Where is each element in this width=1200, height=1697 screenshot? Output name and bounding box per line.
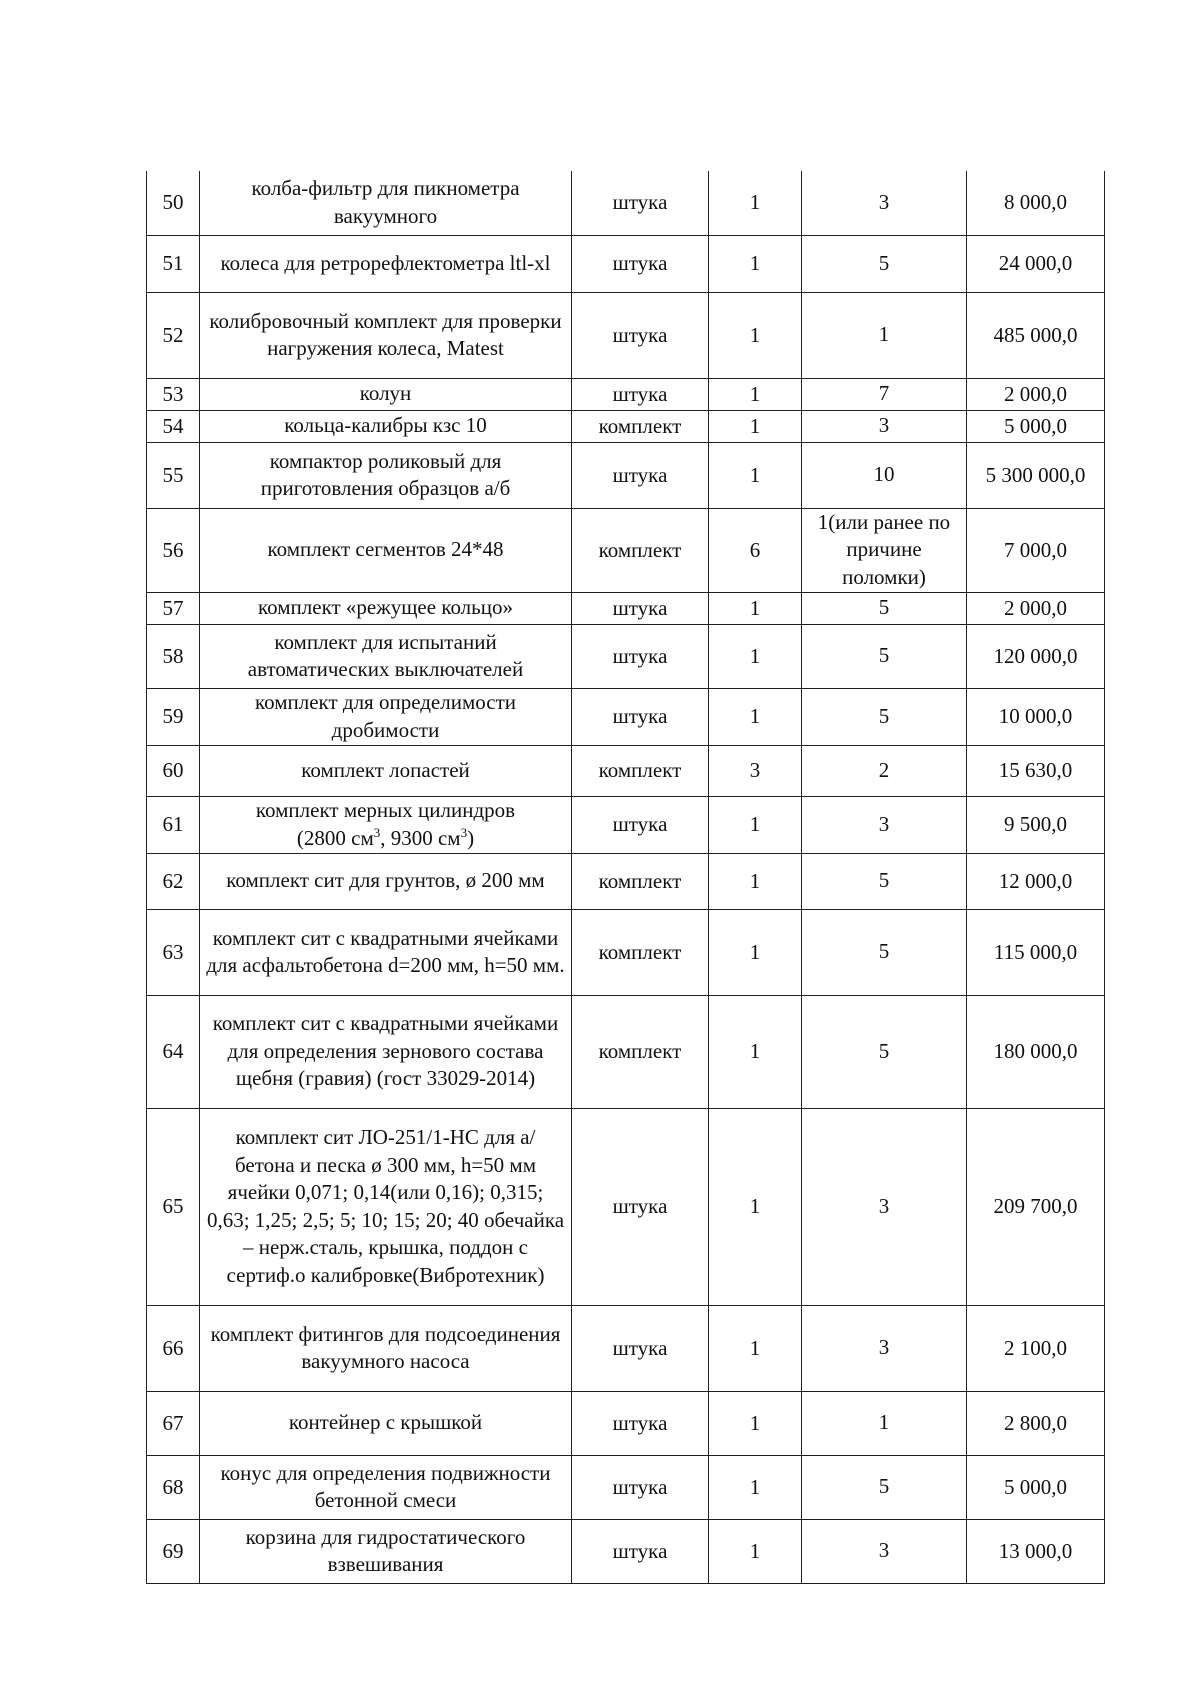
item-quantity: 1 [709, 410, 802, 442]
superscript: 3 [460, 824, 468, 840]
item-unit: штука [572, 171, 709, 235]
item-service-life: 5 [802, 995, 967, 1108]
row-number: 50 [147, 171, 200, 235]
item-quantity: 6 [709, 508, 802, 592]
item-quantity: 1 [709, 235, 802, 292]
item-quantity: 1 [709, 378, 802, 410]
row-number: 64 [147, 995, 200, 1108]
item-service-life: 5 [802, 235, 967, 292]
item-price: 2 000,0 [967, 378, 1105, 410]
table-row [147, 745, 1105, 796]
table-row [147, 1455, 1105, 1519]
item-price: 15 630,0 [967, 745, 1105, 796]
item-service-life: 5 [802, 1455, 967, 1519]
item-service-life: 7 [802, 378, 967, 410]
item-name: комплект сит с квадратными ячейками для определения зернового состава щебня (гравия) (гост 33029-2014) [200, 995, 572, 1108]
item-name: комплект «режущее кольцо» [200, 592, 572, 624]
item-quantity: 1 [709, 292, 802, 378]
item-name [200, 796, 572, 853]
item-service-life: 3 [802, 410, 967, 442]
item-quantity: 1 [709, 592, 802, 624]
item-price: 7 000,0 [967, 508, 1105, 592]
table-row [147, 1519, 1105, 1583]
item-name: кольца-калибры кзс 10 [200, 410, 572, 442]
item-price: 9 500,0 [967, 796, 1105, 853]
item-service-life: 3 [802, 796, 967, 853]
table-row [147, 378, 1105, 410]
row-number: 66 [147, 1305, 200, 1391]
item-quantity: 1 [709, 995, 802, 1108]
row-number: 61 [147, 796, 200, 853]
item-price: 5 000,0 [967, 1455, 1105, 1519]
superscript: 3 [373, 824, 381, 840]
row-number: 68 [147, 1455, 200, 1519]
table-row [147, 796, 1105, 853]
item-price: 24 000,0 [967, 235, 1105, 292]
item-service-life: 3 [802, 1108, 967, 1305]
item-name: комплект для определимости дробимости [200, 688, 572, 745]
item-unit: штука [572, 378, 709, 410]
table-row [147, 1108, 1105, 1305]
table-row [147, 624, 1105, 688]
item-unit: комплект [572, 745, 709, 796]
item-quantity: 1 [709, 171, 802, 235]
item-service-life: 1 [802, 292, 967, 378]
item-service-life: 2 [802, 745, 967, 796]
item-name: комплект сит ЛО-251/1-НС для а/бетона и песка ø 300 мм, h=50 мм ячейки 0,071; 0,14(или 0,16); 0,315; 0,63; 1,25; 2,5; 5; 10; 15; 20; 40 обечайка – нерж.сталь, крышка, поддон с сертиф.о калибровке(Вибротехник) [200, 1108, 572, 1305]
item-quantity: 1 [709, 1519, 802, 1583]
table-row [147, 688, 1105, 745]
item-name-line1: комплект мерных цилиндров [255, 798, 516, 822]
item-unit: штука [572, 1108, 709, 1305]
item-unit: штука [572, 624, 709, 688]
item-unit: комплект [572, 995, 709, 1108]
item-price: 13 000,0 [967, 1519, 1105, 1583]
item-price: 8 000,0 [967, 171, 1105, 235]
item-unit: штука [572, 1455, 709, 1519]
item-price: 2 100,0 [967, 1305, 1105, 1391]
item-service-life: 5 [802, 909, 967, 995]
item-service-life: 5 [802, 624, 967, 688]
item-price: 485 000,0 [967, 292, 1105, 378]
row-number: 69 [147, 1519, 200, 1583]
table-row [147, 909, 1105, 995]
item-name-part: , 9300 см [380, 825, 461, 850]
item-price: 10 000,0 [967, 688, 1105, 745]
row-number: 53 [147, 378, 200, 410]
item-name: компактор роликовый для приготовления образцов а/б [200, 442, 572, 508]
item-quantity: 1 [709, 442, 802, 508]
item-quantity: 1 [709, 1108, 802, 1305]
item-price: 2 000,0 [967, 592, 1105, 624]
item-unit: комплект [572, 909, 709, 995]
item-name: конус для определения подвижности бетонной смеси [200, 1455, 572, 1519]
row-number: 63 [147, 909, 200, 995]
table-row [147, 235, 1105, 292]
row-number: 56 [147, 508, 200, 592]
equipment-table [146, 171, 1105, 1584]
item-name: колун [200, 378, 572, 410]
item-name: контейнер с крышкой [200, 1391, 572, 1455]
table-row [147, 292, 1105, 378]
row-number: 51 [147, 235, 200, 292]
row-number: 65 [147, 1108, 200, 1305]
item-quantity: 3 [709, 745, 802, 796]
item-name: комплект сит с квадратными ячейками для асфальтобетона d=200 мм, h=50 мм. [200, 909, 572, 995]
table-row [147, 508, 1105, 592]
item-quantity: 1 [709, 624, 802, 688]
row-number: 59 [147, 688, 200, 745]
item-service-life: 3 [802, 1305, 967, 1391]
item-quantity: 1 [709, 688, 802, 745]
item-service-life: 3 [802, 171, 967, 235]
item-unit: штука [572, 592, 709, 624]
item-unit: штука [572, 292, 709, 378]
item-price: 115 000,0 [967, 909, 1105, 995]
item-price: 209 700,0 [967, 1108, 1105, 1305]
item-name: колибровочный комплект для проверки нагружения колеса, Matest [200, 292, 572, 378]
table-row [147, 853, 1105, 909]
item-name: комплект сегментов 24*48 [200, 508, 572, 592]
item-name: комплект сит для грунтов, ø 200 мм [200, 853, 572, 909]
item-quantity: 1 [709, 1455, 802, 1519]
item-unit: штука [572, 1519, 709, 1583]
table-row [147, 592, 1105, 624]
item-service-life: 1(или ранее по причине поломки) [802, 508, 967, 592]
item-service-life: 5 [802, 688, 967, 745]
item-unit: штука [572, 688, 709, 745]
item-quantity: 1 [709, 853, 802, 909]
item-unit: штука [572, 235, 709, 292]
table-row [147, 171, 1105, 235]
item-price: 5 000,0 [967, 410, 1105, 442]
item-unit: штука [572, 1391, 709, 1455]
item-service-life: 3 [802, 1519, 967, 1583]
item-quantity: 1 [709, 796, 802, 853]
item-name: комплект лопастей [200, 745, 572, 796]
table-row [147, 410, 1105, 442]
row-number: 54 [147, 410, 200, 442]
item-price: 5 300 000,0 [967, 442, 1105, 508]
table-row [147, 995, 1105, 1108]
item-quantity: 1 [709, 909, 802, 995]
item-unit: штука [572, 442, 709, 508]
row-number: 57 [147, 592, 200, 624]
item-unit: комплект [572, 508, 709, 592]
item-unit: комплект [572, 853, 709, 909]
row-number: 67 [147, 1391, 200, 1455]
item-service-life: 5 [802, 592, 967, 624]
item-price: 2 800,0 [967, 1391, 1105, 1455]
row-number: 62 [147, 853, 200, 909]
item-name: комплект фитингов для подсоединения вакуумного насоса [200, 1305, 572, 1391]
item-name: колба-фильтр для пикнометра вакуумного [200, 171, 572, 235]
item-name-part: (2800 см [296, 825, 374, 850]
item-service-life: 5 [802, 853, 967, 909]
row-number: 55 [147, 442, 200, 508]
row-number: 60 [147, 745, 200, 796]
item-price: 12 000,0 [967, 853, 1105, 909]
item-unit: штука [572, 796, 709, 853]
item-price: 180 000,0 [967, 995, 1105, 1108]
item-service-life: 1 [802, 1391, 967, 1455]
item-quantity: 1 [709, 1305, 802, 1391]
item-name: колеса для ретрорефлектометра ltl-xl [200, 235, 572, 292]
table-row [147, 1305, 1105, 1391]
item-unit: комплект [572, 410, 709, 442]
item-name: корзина для гидростатического взвешивания [200, 1519, 572, 1583]
item-price: 120 000,0 [967, 624, 1105, 688]
item-quantity: 1 [709, 1391, 802, 1455]
row-number: 52 [147, 292, 200, 378]
table-row [147, 1391, 1105, 1455]
item-unit: штука [572, 1305, 709, 1391]
table-row [147, 442, 1105, 508]
item-service-life: 10 [802, 442, 967, 508]
item-name-part: ) [467, 825, 475, 850]
item-name: комплект для испытаний автоматических выключателей [200, 624, 572, 688]
row-number: 58 [147, 624, 200, 688]
